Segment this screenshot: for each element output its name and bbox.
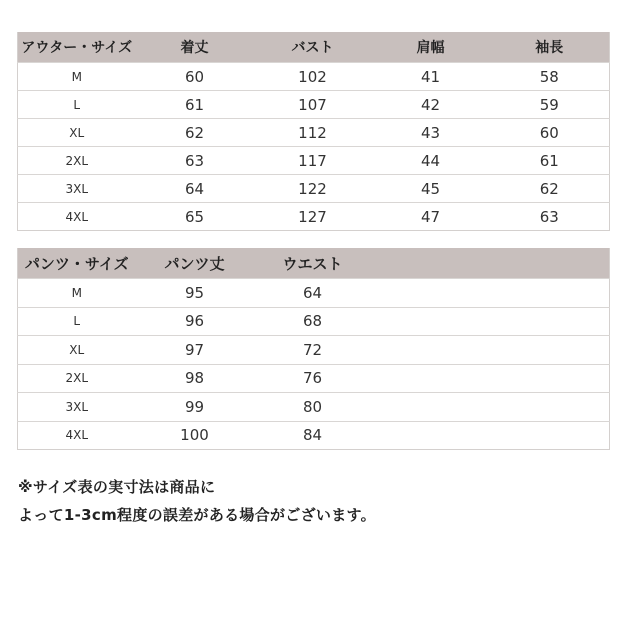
size-label: 3XL [18, 393, 136, 422]
table-cell [372, 307, 490, 336]
size-label: XL [18, 119, 136, 147]
table-row [18, 279, 610, 308]
size-label: M [18, 63, 136, 91]
table-cell: 96 [136, 307, 254, 336]
table-cell [490, 307, 610, 336]
table-cell [490, 279, 610, 308]
table-row [18, 364, 610, 393]
table-cell: 60 [136, 63, 254, 91]
size-label: 4XL [18, 203, 136, 231]
table-cell [372, 279, 490, 308]
table-cell: 76 [254, 364, 372, 393]
table-cell: 97 [136, 336, 254, 365]
measurement-note-line-2: よって1-3cm程度の誤差がある場合がございます。 [18, 506, 376, 524]
table-cell: 117 [254, 147, 372, 175]
pants-header-row [18, 248, 610, 279]
outer-header-bust: バスト [254, 32, 372, 63]
table-cell: 61 [490, 147, 610, 175]
table-cell: 100 [136, 421, 254, 450]
outer-size-table [17, 32, 610, 231]
size-label: 4XL [18, 421, 136, 450]
table-cell [372, 364, 490, 393]
table-cell: 122 [254, 175, 372, 203]
table-cell: 59 [490, 91, 610, 119]
pants-size-table [17, 248, 610, 450]
table-cell: 63 [136, 147, 254, 175]
table-cell: 62 [490, 175, 610, 203]
table-row [18, 175, 610, 203]
size-label: 2XL [18, 147, 136, 175]
table-row [18, 91, 610, 119]
size-label: 2XL [18, 364, 136, 393]
size-label: M [18, 279, 136, 308]
table-cell: 84 [254, 421, 372, 450]
table-row [18, 336, 610, 365]
table-cell: 42 [372, 91, 490, 119]
table-cell: 107 [254, 91, 372, 119]
outer-header-length: 着丈 [136, 32, 254, 63]
table-cell: 65 [136, 203, 254, 231]
size-label: L [18, 91, 136, 119]
pants-header-waist: ウエスト [254, 248, 372, 279]
table-cell [490, 336, 610, 365]
table-cell [490, 364, 610, 393]
table-cell: 102 [254, 63, 372, 91]
table-cell: 45 [372, 175, 490, 203]
table-cell: 58 [490, 63, 610, 91]
table-cell: 63 [490, 203, 610, 231]
size-label: L [18, 307, 136, 336]
table-cell: 80 [254, 393, 372, 422]
table-cell: 41 [372, 63, 490, 91]
table-cell [372, 336, 490, 365]
table-cell: 64 [254, 279, 372, 308]
table-cell: 64 [136, 175, 254, 203]
table-row [18, 307, 610, 336]
table-cell: 112 [254, 119, 372, 147]
table-row [18, 421, 610, 450]
pants-header-length: パンツ丈 [136, 248, 254, 279]
table-row [18, 393, 610, 422]
table-cell: 60 [490, 119, 610, 147]
table-cell [490, 393, 610, 422]
outer-header-shoulder: 肩幅 [372, 32, 490, 63]
size-label: 3XL [18, 175, 136, 203]
table-cell: 127 [254, 203, 372, 231]
table-row [18, 63, 610, 91]
pants-header-size: パンツ・サイズ [18, 248, 136, 279]
outer-header-sleeve: 袖長 [490, 32, 610, 63]
table-cell: 99 [136, 393, 254, 422]
pants-header-empty [372, 248, 490, 279]
size-label: XL [18, 336, 136, 365]
table-cell: 68 [254, 307, 372, 336]
table-row [18, 119, 610, 147]
table-cell: 47 [372, 203, 490, 231]
table-cell [372, 421, 490, 450]
table-cell: 44 [372, 147, 490, 175]
outer-header-row [18, 32, 610, 63]
measurement-note-line-1: ※サイズ表の実寸法は商品に [18, 478, 216, 496]
table-cell: 43 [372, 119, 490, 147]
table-cell: 72 [254, 336, 372, 365]
pants-header-empty [490, 248, 610, 279]
table-cell: 95 [136, 279, 254, 308]
table-cell: 98 [136, 364, 254, 393]
table-cell: 62 [136, 119, 254, 147]
table-row [18, 203, 610, 231]
table-cell [372, 393, 490, 422]
table-row [18, 147, 610, 175]
table-cell [490, 421, 610, 450]
outer-header-size: アウター・サイズ [18, 32, 136, 63]
table-cell: 61 [136, 91, 254, 119]
